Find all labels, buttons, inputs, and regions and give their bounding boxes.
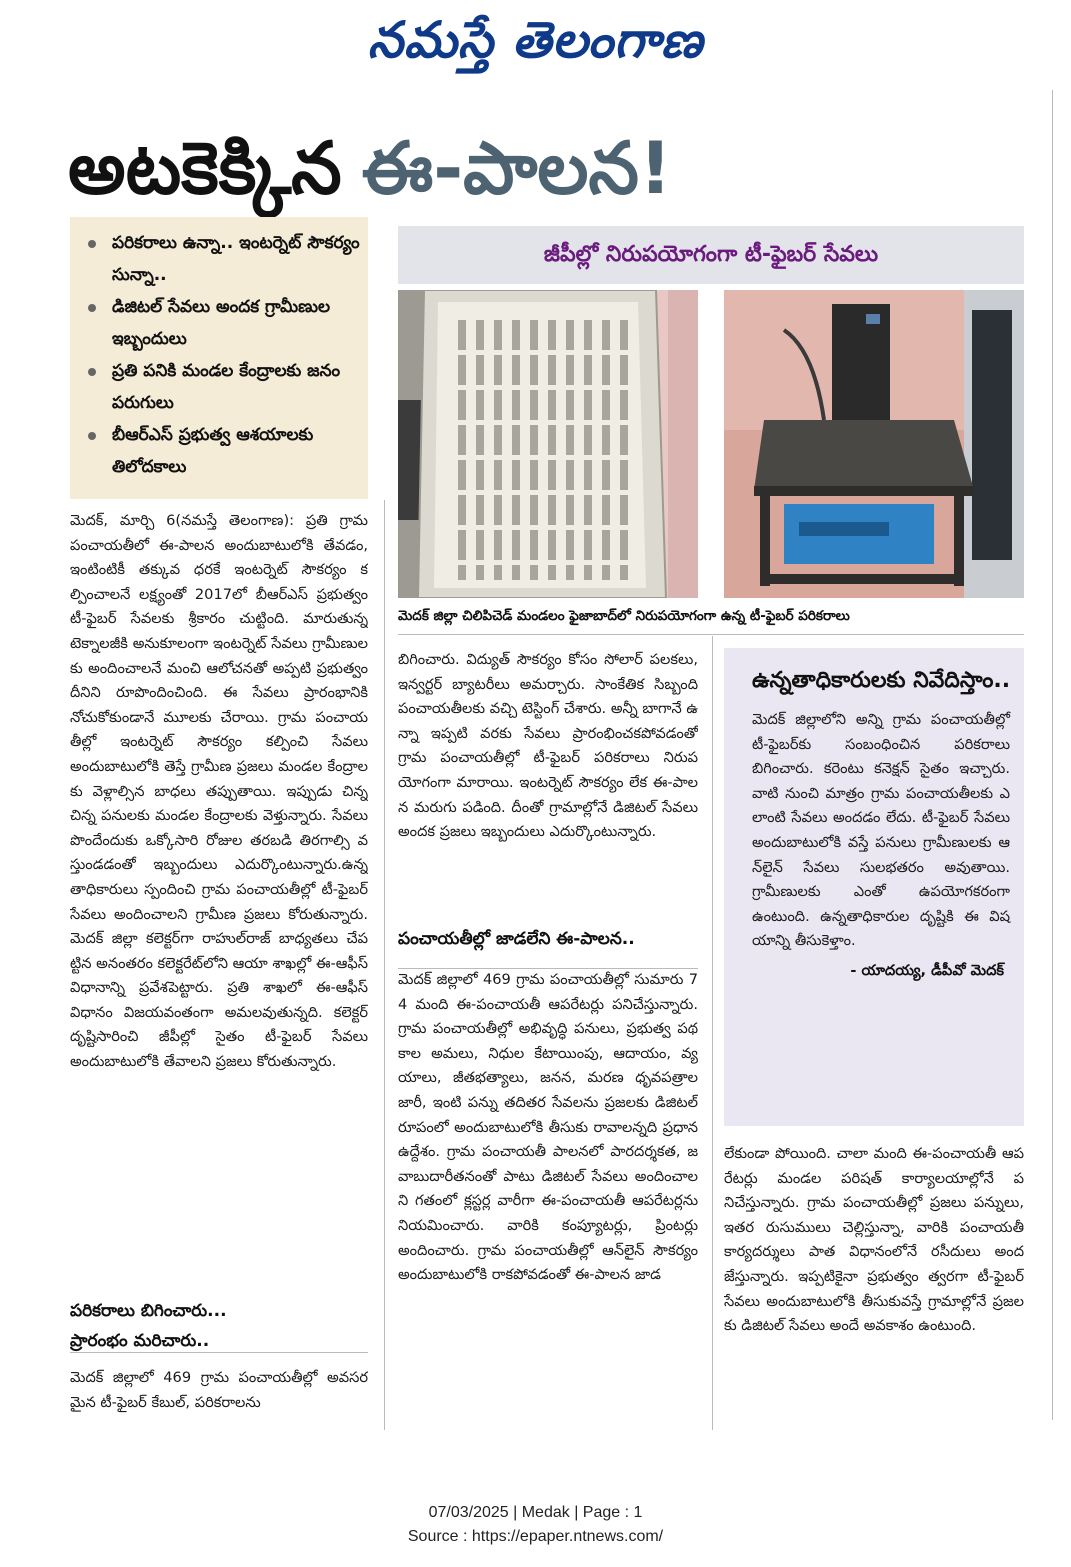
sidebar-text: మెదక్ జిల్లాలోని అన్ని గ్రామ పంచాయతీల్లో టీ-ఫైబర్‌కు సంబంధించిన పరికరాలు బిగించారు. కరెంటు కనెక్షన్ సైతం ఇచ్చారు. వాటి నుంచి మాత్రం గ్రామ పంచాయతీలకు ఎలాంటి సేవలు అందడం లేదు. టీ-ఫైబర్ సేవలు అందుబాటులోకి వస్తే పనులు గ్రామీణులకు ఆన్‌లైన్ సేవలు సులభతరం అవుతాయి. గ్రామీణులకు ఎంతో ఉపయోగకరంగా ఉంటుంది. ఉన్నతాధికారుల దృష్టికి ఈ విషయాన్ని తీసుకెళ్తాం.: [752, 711, 1010, 950]
article-column-1: [70, 509, 368, 1427]
headline-part2: ఈ-పాలన!: [361, 126, 672, 210]
photo-caption: మెదక్ జిల్లా చిలిపిచెడ్ మండలం ఫైజాబాద్‌లో నిరుపయోగంగా ఉన్న టీ-ఫైబర్ పరికరాలు: [398, 608, 850, 624]
highlight-item: డిజిటల్ సేవలు అందక గ్రామీణుల ఇబ్బందులు: [70, 291, 368, 355]
bullet-icon: [88, 432, 96, 440]
highlight-item: బీఆర్ఎస్ ప్రభుత్వ ఆశయాలకు తిలోదకాలు: [70, 419, 368, 483]
bullet-icon: [88, 368, 96, 376]
article-column-3: [724, 1142, 1024, 1428]
caption-rule: [398, 634, 1024, 635]
column-divider: [712, 636, 713, 1430]
column-divider: [1052, 90, 1053, 1420]
article-column-2: [398, 648, 698, 1428]
article-paragraph: మెదక్ జిల్లాలో 469 గ్రామ పంచాయతీల్లో సుమారు 74 మంది ఈ-పంచాయతీ ఆపరేటర్లు పనిచేస్తున్నారు. గ్రామ పంచాయతీల్లో అభివృద్ధి పనులు, ప్రభుత్వ పథకాల అమలు, నిధుల కేటాయింపు, ఆదాయం, వ్యయాలు, జీతభత్యాలు, జనన, మరణ ధృవపత్రాల జారీ, ఇంటి పన్ను తదితర సేవలను ప్రజలకు డిజిటల్ రూపంలో అందుబాటులోకి తీసుకు రావాలన్నది ప్రధాన ఉద్దేశం. గ్రామ పంచాయతీ పాలనలో పారదర్శకత, జవాబుదారీతనంతో పాటు డిజిటల్ సేవలు అందించాలని గతంలో క్లస్టర్ల వారీగా ఈ-పంచాయతీ ఆపరేటర్లను నియమించారు. వారికి కంప్యూటర్లు, ప్రింటర్లు అందించారు. గ్రామ పంచాయతీల్లో ఆన్‌లైన్ సౌకర్యం అందుబాటులోకి రాకపోవడంతో ఈ-పాలన జాడ: [398, 971, 698, 1284]
photo-equipment-cabinet: [398, 290, 698, 598]
cabinet-illustration: [398, 290, 698, 598]
headline-part1: అటకెక్కిన: [68, 126, 342, 210]
subheadline: జీపీల్లో నిరుపయోగంగా టీ-ఫైబర్ సేవలు: [398, 226, 1024, 284]
headline: [68, 118, 1028, 218]
highlight-item: ప్రతి పనికి మండల కేంద్రాలకు జనం పరుగులు: [70, 355, 368, 419]
section-heading: పంచాయతీల్లో జాడలేని ఈ-పాలన..: [398, 929, 635, 949]
article-paragraph: మెదక్ జిల్లాలో 469 గ్రామ పంచాయతీల్లో అవసరమైన టీ-ఫైబర్ కేబుల్, పరికరాలను: [70, 1369, 368, 1411]
quote-sidebar: [724, 648, 1024, 1126]
highlights-box: [70, 217, 368, 499]
ups-illustration: [724, 290, 1024, 598]
article-paragraph: బిగించారు. విద్యుత్ సౌకర్యం కోసం సోలార్ పలకలు, ఇన్వర్టర్ బ్యాటరీలు అమర్చారు. సాంకేతిక సిబ్బంది పంచాయతీలకు వచ్చి టెస్టింగ్ చేశారు. అన్నీ బాగానే ఉన్నా ఇప్పటి వరకు సేవలు ప్రారంభించకపోవడంతో గ్రామ పంచాయతీల్లో టీ-ఫైబర్ పరికరాలు నిరుపయోగంగా మారాయి. ఇంటర్నెట్ సౌకర్యం లేక ఈ-పాలన మరుగు పడింది. దీంతో గ్రామాల్లోనే డిజిటల్ సేవలు అందక ప్రజలు ఇబ్బందులు ఎదుర్కొంటున్నారు.: [398, 651, 698, 841]
section-heading: పరికరాలు బిగించారు... ప్రారంభం మరిచారు..: [70, 1301, 227, 1351]
sidebar-credit: - యాదయ్య, డీపీవో మెదక్: [850, 961, 1004, 979]
highlight-item: పరికరాలు ఉన్నా.. ఇంటర్నెట్ సౌకర్యం సున్నా..: [70, 227, 368, 291]
article-paragraph: మెదక్, మార్చి 6(నమస్తే తెలంగాణ): ప్రతి గ్రామ పంచాయతీలో ఈ-పాలన అందుబాటులోకి తేవడం, ఇంటింటికీ తక్కువ ధరకే ఇంటర్నెట్ సౌకర్యం కల్పించాలనే లక్ష్యంతో 2017లో బీఆర్ఎస్ ప్రభుత్వం టీ-ఫైబర్ సేవలకు శ్రీకారం చుట్టింది. మారుతున్న టెక్నాలజీకి అనుకూలంగా ఇంటర్నెట్ సేవలు గ్రామీణులకు అందించాలనే మంచి ఆలోచనతో అప్పటి ప్రభుత్వం దీనిని రూపొందించింది. ఈ సేవలు ప్రారంభానికి నోచుకోకుండానే మూలకు చేరాయి. గ్రామ పంచాయతీల్లో ఇంటర్నెట్ సౌకర్యం కల్పించి సేవలు అందుబాటులోకి తెస్తే గ్రామీణ ప్రజలు మండల కేంద్రాలకు వెళ్లాల్సిన బాధలు తప్పుతాయి. ఇప్పుడు చిన్న చిన్న పనులకు మండల కేంద్రాలకు వెళ్తున్నారు. సేవలు పొందేందుకు ఒక్కోసారి రోజుల తరబడి తిరగాల్సి వస్తుండడంతో ఇబ్బందులు ఎదుర్కొంటున్నారు.ఉన్నతాధికారులు స్పందించి గ్రామ పంచాయతీల్లో టీ-ఫైబర్ సేవలు అందించాలని గ్రామీణ ప్రజలు కోరుతున్నారు. మెదక్ జిల్లా కలెక్టర్‌గా రాహుల్‌రాజ్ బాధ్యతలు చేపట్టిన అనంతరం కలెక్టరేట్‌లోని ఆయా శాఖల్లో ఈ-ఆఫీస్ విధానాన్ని ప్రవేశపెట్టారు. ప్రతి శాఖలో ఈ-ఆఫీస్ విధానం విజయవంతంగా అమలవుతున్నది. కలెక్టర్ దృష్టిసారించి జీపీల్లో సైతం టీ-ఫైబర్ సేవలు అందుబాటులోకి తేవాలని ప్రజలు కోరుతున్నారు.: [70, 512, 368, 1071]
masthead-logo: నమస్తే తెలంగాణ: [367, 10, 704, 69]
column-divider: [384, 500, 385, 1430]
photo-ups-battery: [724, 290, 1024, 598]
footer-source-line: Source : https://epaper.ntnews.com/: [407, 1528, 664, 1545]
bullet-icon: [88, 240, 96, 248]
bullet-icon: [88, 304, 96, 312]
article-paragraph: లేకుండా పోయింది. చాలా మంది ఈ-పంచాయతీ ఆపరేటర్లు మండల పరిషత్ కార్యాలయాల్లోనే పనిచేస్తున్నారు. గ్రామ పంచాయతీల్లో ప్రజలు పన్నులు, ఇతర రుసుములు చెల్లిస్తున్నా, వారికి పంచాయతీ కార్యదర్శులు పాత విధానంలోనే రసీదులు అందజేస్తున్నారు. ఇప్పటికైనా ప్రభుత్వం త్వరగా టీ-ఫైబర్ సేవలు అందుబాటులోకి తీసుకువస్తే గ్రామాల్లోనే ప్రజలకు డిజిటల్ సేవలు అందే అవకాశం ఉంటుంది.: [724, 1145, 1024, 1335]
sidebar-title: ఉన్నతాధికారులకు నివేదిస్తాం..: [752, 668, 1011, 693]
footer-date-line: 07/03/2025 | Medak | Page : 1: [428, 1504, 643, 1521]
